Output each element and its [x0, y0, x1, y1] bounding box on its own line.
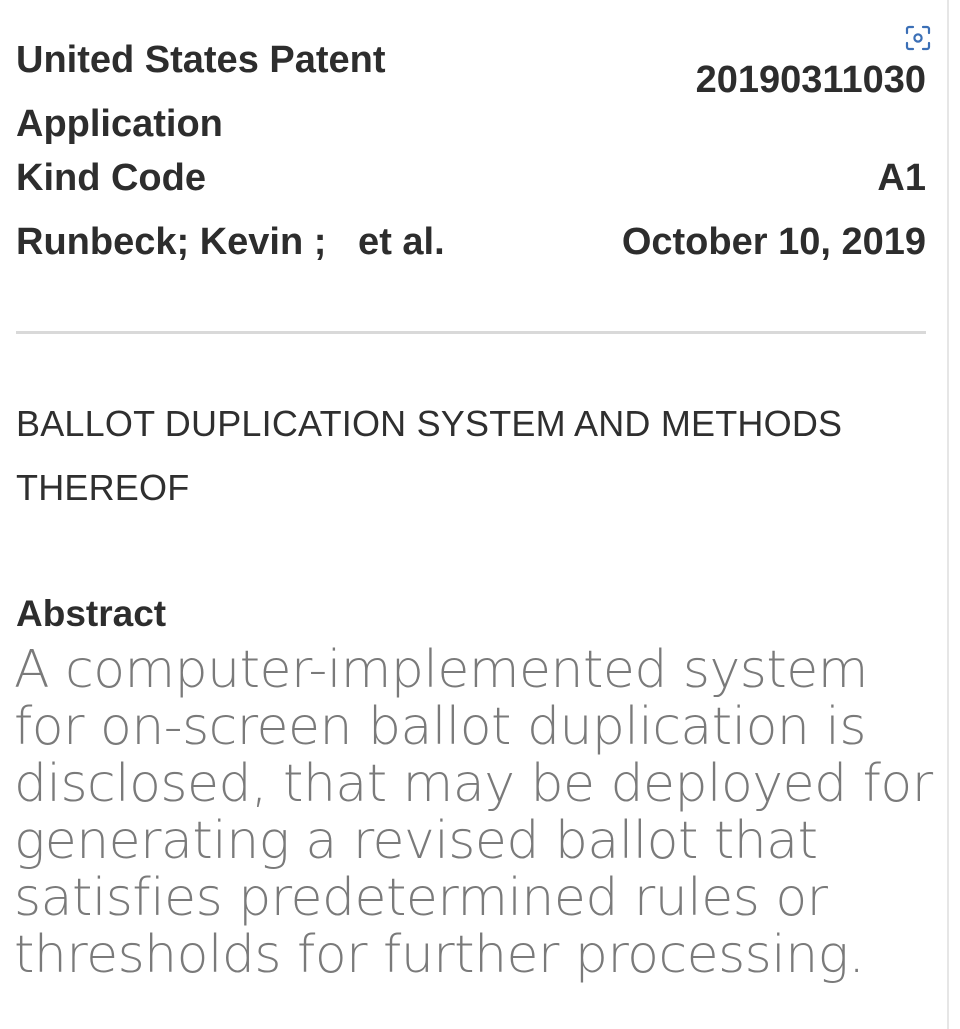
publication-number: 20190311030 [695, 59, 926, 101]
publication-type: United States Patent Application [16, 39, 386, 145]
abstract-heading: Abstract [16, 593, 167, 634]
header-divider [16, 331, 926, 334]
kind-code-value: A1 [877, 157, 926, 199]
publication-date: October 10, 2019 [621, 221, 926, 263]
kind-code-label: Kind Code [16, 157, 206, 199]
patent-header [16, 22, 926, 272]
patent-title: BALLOT DUPLICATION SYSTEM AND METHODS THEREOF [16, 403, 843, 508]
page-edge-rule [947, 0, 949, 1029]
abstract-text: A computer-implemented system for on-screen ballot duplication is disclosed, that may be deployed for generating a revised ballot that satisfies predetermined rules or thresholds for further processing. [14, 640, 933, 985]
inventors: Runbeck; Kevin ; et al. [16, 221, 445, 263]
